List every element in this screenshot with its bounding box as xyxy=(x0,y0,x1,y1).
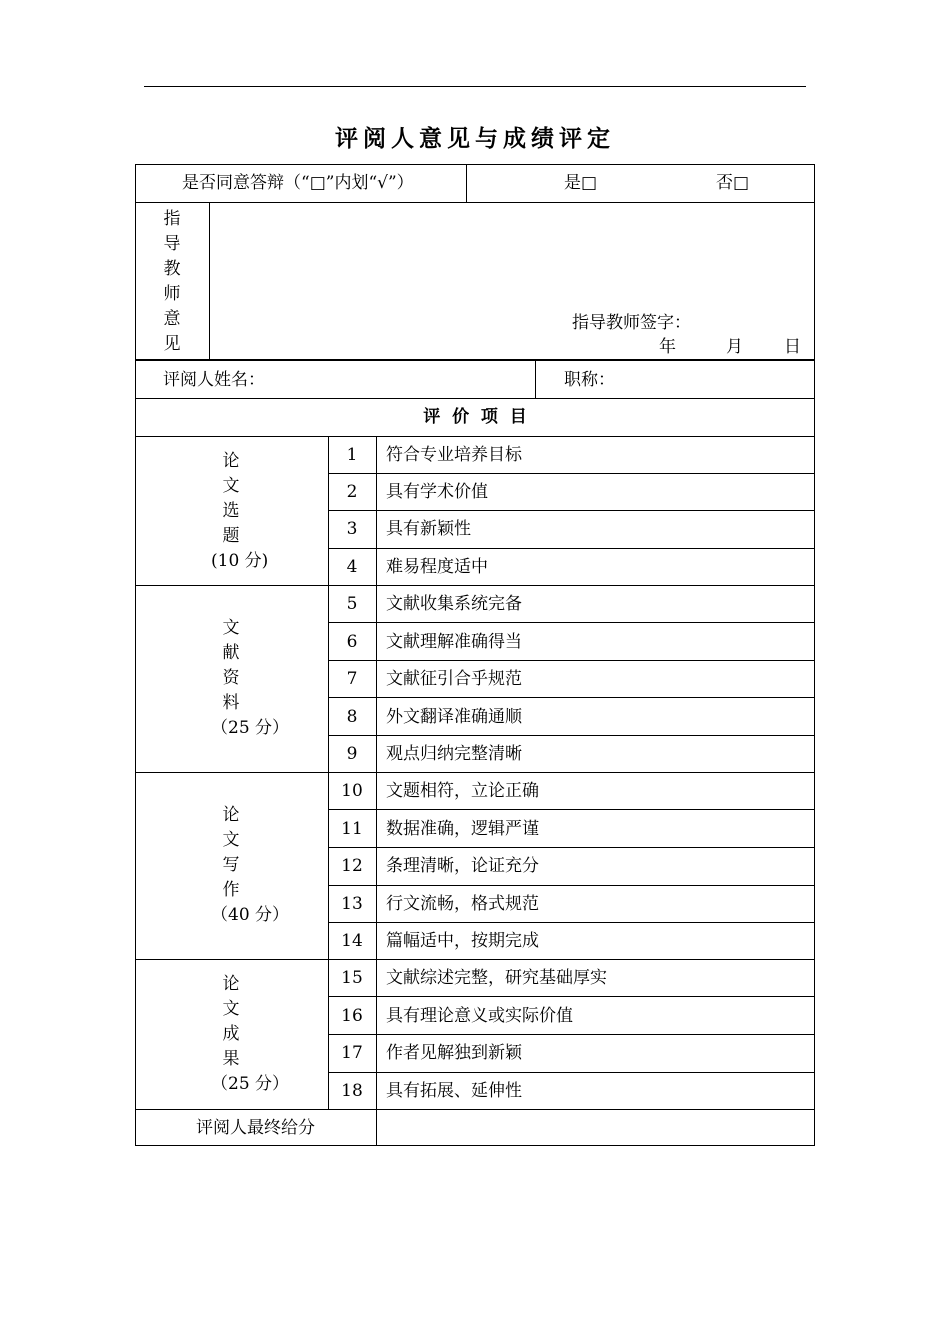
item-number: 7 xyxy=(346,669,358,689)
item-text: 文献综述完整，研究基础厚实 xyxy=(386,968,607,988)
item-text: 作者见解独到新颖 xyxy=(386,1043,522,1063)
item-text: 观点归纳完整清晰 xyxy=(386,744,522,764)
item-text: 文献收集系统完备 xyxy=(386,594,522,614)
item-text: 行文流畅，格式规范 xyxy=(386,894,539,914)
col-divider xyxy=(535,359,536,398)
group-char: 选 xyxy=(222,501,240,521)
advisor-signature-label: 指导教师签字： xyxy=(572,313,691,333)
date-day: 日 xyxy=(784,337,801,357)
item-divider xyxy=(328,548,815,549)
row-divider xyxy=(135,359,815,361)
item-text: 具有理论意义或实际价值 xyxy=(386,1006,573,1026)
label-char: 意 xyxy=(163,309,181,329)
label-char: 指 xyxy=(163,209,181,229)
item-number: 5 xyxy=(346,594,358,614)
item-text: 文献理解准确得当 xyxy=(386,632,522,652)
row-divider xyxy=(135,202,815,203)
group-char: 题 xyxy=(222,526,240,546)
group-results xyxy=(211,972,290,1097)
item-number: 8 xyxy=(346,707,358,727)
item-number: 1 xyxy=(346,445,358,465)
item-text: 数据准确，逻辑严谨 xyxy=(386,819,539,839)
group-char: 资 xyxy=(222,668,240,688)
label-char: 教 xyxy=(163,259,181,279)
group-writing xyxy=(211,803,290,928)
final-score-field[interactable] xyxy=(380,1112,812,1144)
defense-yes-checkbox[interactable]: 是□ xyxy=(564,173,598,193)
label-char: 见 xyxy=(163,334,181,354)
group-score: (10 分) xyxy=(211,551,269,571)
item-text: 外文翻译准确通顺 xyxy=(386,707,522,727)
group-char: 献 xyxy=(222,643,240,663)
row-divider xyxy=(135,398,815,399)
item-number: 18 xyxy=(341,1081,363,1101)
row-divider xyxy=(135,436,815,437)
label-char: 导 xyxy=(163,234,181,254)
group-char: 文 xyxy=(222,830,240,850)
item-number: 9 xyxy=(346,744,358,764)
item-divider xyxy=(328,809,815,810)
date-year: 年 xyxy=(659,337,676,357)
item-text: 具有学术价值 xyxy=(386,482,488,502)
group-topic-selection xyxy=(211,449,269,574)
item-divider xyxy=(328,510,815,511)
date-month: 月 xyxy=(726,337,743,357)
group-char: 料 xyxy=(222,693,240,713)
col-divider xyxy=(466,164,467,202)
item-divider xyxy=(328,1034,815,1035)
item-divider xyxy=(328,847,815,848)
group-char: 文 xyxy=(222,999,240,1019)
group-score: （25 分） xyxy=(211,718,290,738)
group-char: 论 xyxy=(222,974,240,994)
group-literature xyxy=(211,616,290,741)
item-number: 15 xyxy=(341,968,363,988)
header-rule xyxy=(144,86,806,87)
item-text: 具有拓展、延伸性 xyxy=(386,1081,522,1101)
item-divider xyxy=(328,735,815,736)
group-char: 果 xyxy=(222,1049,240,1069)
item-text: 难易程度适中 xyxy=(386,557,488,577)
group-score: （40 分） xyxy=(211,905,290,925)
reviewer-name-label: 评阅人姓名： xyxy=(163,370,265,390)
item-number: 13 xyxy=(341,894,363,914)
advisor-opinion-label xyxy=(152,207,192,357)
label-char: 师 xyxy=(163,284,181,304)
item-text: 条理清晰，论证充分 xyxy=(386,856,539,876)
group-divider xyxy=(135,772,815,773)
item-number: 16 xyxy=(341,1006,363,1026)
advisor-opinion-field[interactable] xyxy=(212,205,812,313)
item-text: 文献征引合乎规范 xyxy=(386,669,522,689)
group-score: （25 分） xyxy=(211,1074,290,1094)
item-number: 14 xyxy=(341,931,363,951)
item-divider xyxy=(328,885,815,886)
item-number: 11 xyxy=(341,819,363,839)
item-text: 符合专业培养目标 xyxy=(386,445,522,465)
item-number: 3 xyxy=(346,519,358,539)
item-number: 2 xyxy=(346,482,358,502)
item-divider xyxy=(328,922,815,923)
final-score-label: 评阅人最终给分 xyxy=(196,1118,315,1138)
item-text: 文题相符，立论正确 xyxy=(386,781,539,801)
group-char: 文 xyxy=(222,476,240,496)
group-divider xyxy=(135,959,815,960)
group-char: 作 xyxy=(222,880,240,900)
item-number: 4 xyxy=(346,557,358,577)
group-char: 论 xyxy=(222,451,240,471)
item-text: 篇幅适中，按期完成 xyxy=(386,931,539,951)
item-divider xyxy=(328,660,815,661)
reviewer-title-label: 职称： xyxy=(564,370,615,390)
item-number: 12 xyxy=(341,856,363,876)
item-divider xyxy=(328,697,815,698)
group-divider xyxy=(135,585,815,586)
item-divider xyxy=(328,1072,815,1073)
defense-no-checkbox[interactable]: 否□ xyxy=(716,173,750,193)
defense-question: 是否同意答辩（“□”内划“√”） xyxy=(182,173,414,193)
item-number: 6 xyxy=(346,632,358,652)
item-number: 10 xyxy=(341,781,363,801)
item-text: 具有新颖性 xyxy=(386,519,471,539)
item-divider xyxy=(328,996,815,997)
item-divider xyxy=(328,473,815,474)
col-divider xyxy=(209,202,210,359)
item-divider xyxy=(328,622,815,623)
group-char: 文 xyxy=(222,618,240,638)
group-char: 论 xyxy=(222,805,240,825)
eval-items-header: 评 价 项 目 xyxy=(423,407,527,427)
page-title: 评阅人意见与成绩评定 xyxy=(335,125,615,152)
col-divider xyxy=(376,436,377,1146)
item-number: 17 xyxy=(341,1043,363,1063)
group-divider xyxy=(135,1109,815,1110)
group-char: 成 xyxy=(222,1024,240,1044)
group-char: 写 xyxy=(222,855,240,875)
